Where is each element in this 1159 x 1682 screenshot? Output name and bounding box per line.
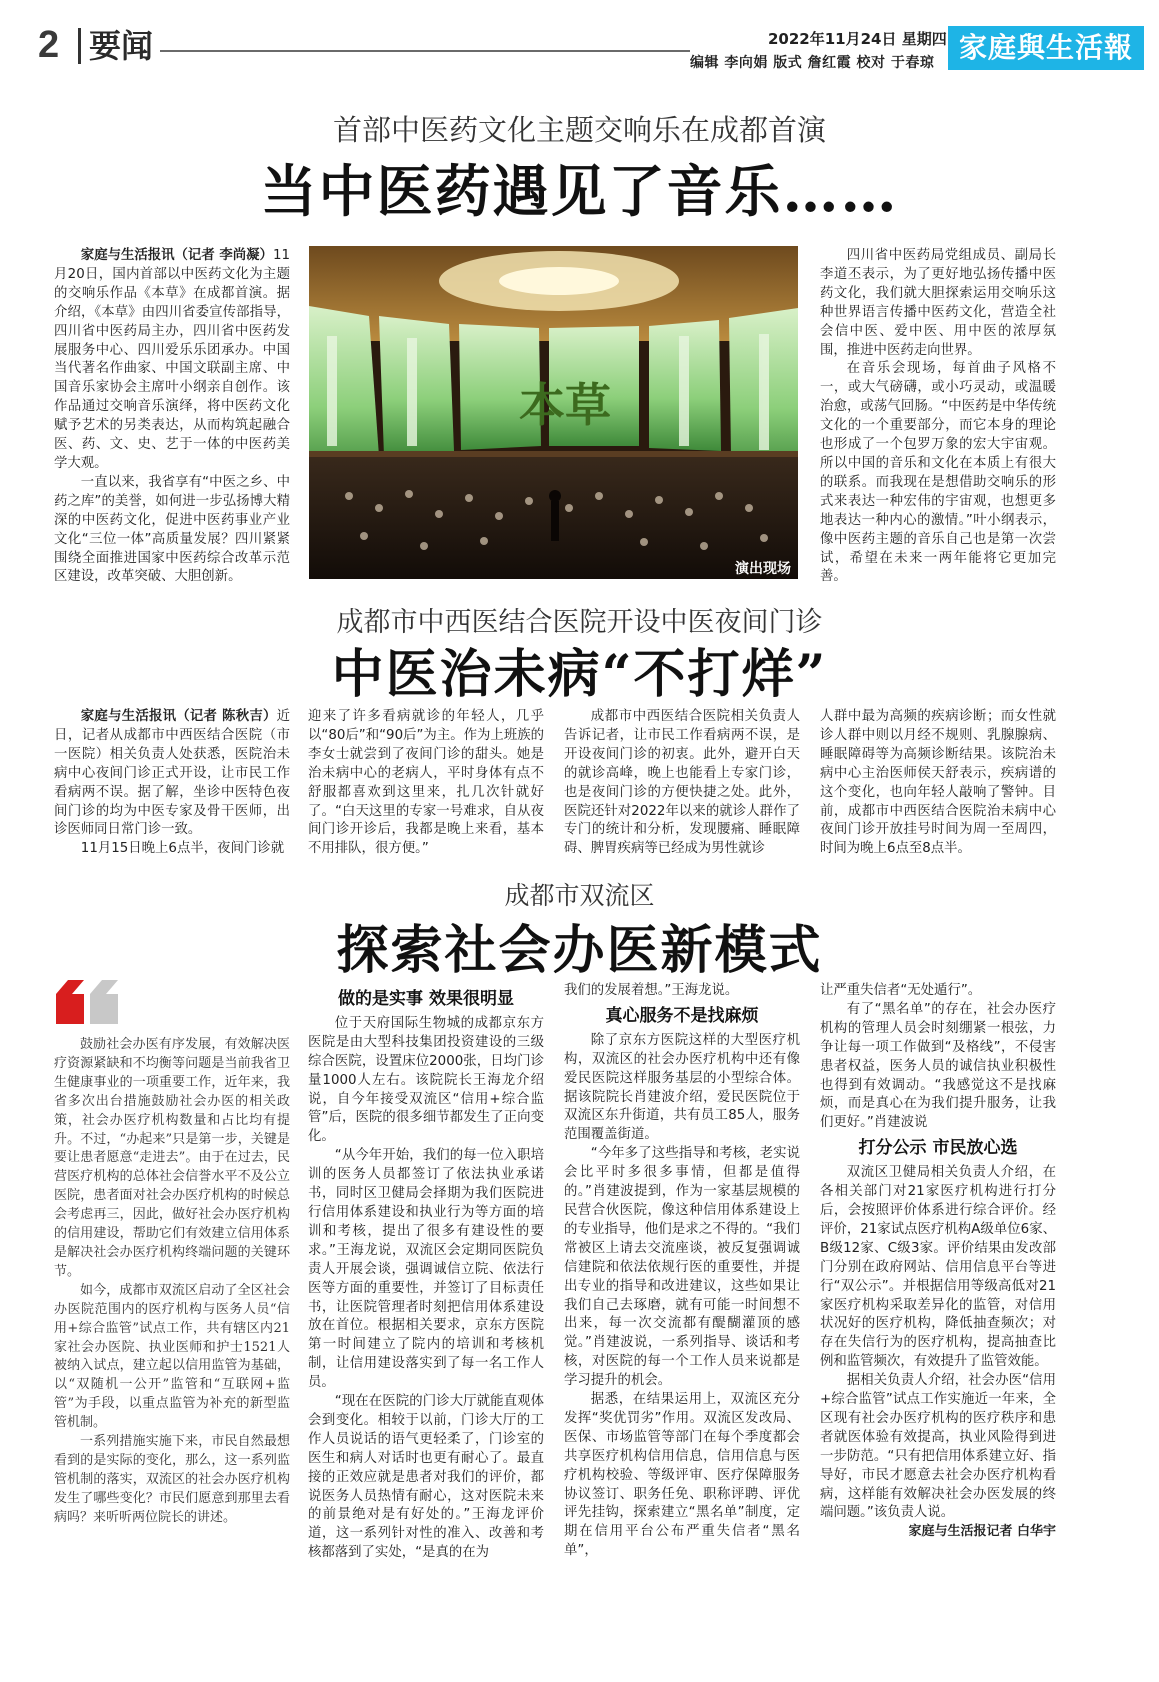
story3-column-3	[564, 982, 800, 1561]
paragraph-text: 鼓励社会办医有序发展，有效解决医疗资源紧缺和不均衡等问题是当前我省卫生健康事业的一项重要工作，近年来，我省多次出台措施鼓励社会办医的相关政策，社会办医疗机构数量和占比均有提升。不过，“办起来”只是第一步，关键是要让患者愿意“走进去”。由于在过去，民营医疗机构的总体社会信誉水平不及公立医院，患者面对社会办医疗机构的时候总会考虑再三，因此，做好社会办医疗机构的信用建设，帮助它们有效建立信用体系是解决社会办医疗机构终端问题的关键环节。	[54, 1037, 290, 1279]
concert-photo	[309, 246, 798, 579]
screen-title: 本草	[519, 378, 611, 432]
paragraph-text: 据悉，在结果运用上，双流区充分发挥“奖优罚劣”作用。双流区发改局、医保、市场监管等部门在每个季度都会共享医疗机构信用信息，信用信息与医疗机构校验、等级评审、医疗保障服务协议签订、职务任免、职称评聘、评优评先挂钩，探索建立“黑名单”制度，定期在信用平台公布严重失信者“黑名单”，	[564, 1392, 800, 1559]
paragraph-text: 四川省中医药局党组成员、副局长李道丕表示，为了更好地弘扬传播中医药文化，我们就大胆探索运用交响乐这种世界语言传播中医药文化，营造全社会信中医、爱中医、用中医的浓厚氛围，推进中医药走向世界。	[820, 248, 1056, 358]
paragraph-text: “今年多了这些指导和考核，老实说会比平时多很多事情，但都是值得的。”肖建波提到，作为一家基层规模的民营合伙医院，像这种信用体系建设上的专业指导，他们是求之不得的。“我们常被区上请去交流座谈，被反复强调诚信建院和依法依规行医的重要性，并提出专业的指导和改进建议，这些如果让我们自己去琢磨，就有可能一时间想不出来，每一次交流都有醍醐灌顶的感觉。”肖建波说，一系列指导、谈话和考核，对医院的每一个工作人员来说都是学习提升的机会。	[564, 1146, 800, 1389]
paragraph	[564, 1032, 800, 1145]
story3-kicker: 成都市双流区	[504, 881, 655, 910]
paragraph	[820, 247, 1056, 360]
paragraph	[54, 840, 290, 859]
story1-column-1	[54, 247, 290, 587]
paragraph-text: 除了京东方医院这样的大型医疗机构，双流区的社会办医疗机构中还有像爱民医院这样服务基层的小型综合体。据该院院长肖建波介绍，爱民医院位于双流区东升街道，共有员工85人，服务范围覆盖街道。	[564, 1032, 800, 1143]
paragraph	[820, 1001, 1056, 1133]
section-name: 要闻	[78, 28, 153, 64]
paragraph	[820, 708, 1056, 859]
story2-column-3	[564, 708, 800, 859]
paragraph-text: 迎来了许多看病就诊的年轻人，几乎以“80后”和“90后”为主。作为上班族的李女士就尝到了夜间门诊的甜头。她是治未病中心的老病人，平时身体有点不舒服都喜欢到这里来，扎几次针就好了。“白天这里的专家一号难求，自从夜间门诊开诊后，我都是晚上来看，基本不用排队，很方便。”	[308, 709, 544, 857]
paragraph	[54, 247, 290, 474]
paragraph	[564, 982, 800, 1001]
story2-column-1	[54, 708, 290, 859]
paragraph-text: 人群中最为高频的疾病诊断；而女性就诊人群中则以月经不规则、乳腺腺病、睡眠障碍等为高频诊断结果。该院治未病中心主治医师侯天舒表示，疾病谱的这个变化，也向年轻人敲响了警钟。目前，成都市中西医结合医院治未病中心夜间门诊开放挂号时间为周一至周四，时间为晚上6点至8点半。	[820, 709, 1056, 857]
paragraph	[54, 708, 290, 840]
paragraph-text: 让严重失信者“无处遁行”。	[820, 983, 982, 998]
paragraph	[308, 1393, 544, 1563]
paragraph-text: 近日，记者从成都市中西医结合医院（市一医院）相关负责人处获悉，医院治未病中心夜间门诊正式开设，让市民工作看病两不误。据了解，坐诊中医特色夜间门诊的均为中医专家及骨干医师，出诊医师同日常门诊一致。	[54, 709, 290, 838]
paragraph	[820, 982, 1056, 1001]
paragraph-text: 据相关负责人介绍，社会办医“信用+综合监管”试点工作实施近一年来，全区现有社会办医疗机构的医疗秩序和患者就医体验有效提高，执业风险得到进一步防范。“只有把信用体系建立好、指导好，市民才愿意去社会办医疗机构看病，这样能有效解决社会办医发展的终端问题。”该负责人说。	[820, 1373, 1056, 1521]
story2-column-4	[820, 708, 1056, 859]
paragraph	[564, 1145, 800, 1391]
paragraph-text: 一系列措施实施下来，市民自然最想看到的是实际的变化，那么，这一系列监管机制的落实，双流区的社会办医疗机构发生了哪些变化？市民们愿意到那里去看病吗？来听听两位院长的讲述。	[54, 1434, 290, 1525]
editor-credits: 编辑 李向娟 版式 詹红霞 校对 于春琼	[690, 55, 935, 71]
commentary-paragraph	[54, 1036, 290, 1282]
paragraph	[308, 708, 544, 859]
paragraph	[308, 1015, 544, 1147]
issue-date: 2022年11月24日 星期四	[768, 30, 947, 48]
paragraph	[54, 474, 290, 587]
paragraph	[564, 1391, 800, 1561]
paragraph-text: 我们的发展着想。”王海龙说。	[564, 983, 739, 998]
paragraph-text: “从今年开始，我们的每一位入职培训的医务人员都签订了依法执业承诺书，同时区卫健局会择期为我们医院进行信用体系建设和执业行为等方面的培训和考核，提出了很多有建设性的要求。”王海龙说，双流区会定期同医院负责人开展会谈，强调诚信立院、依法行医等方面的重要性，并签订了目标责任书，让医院管理者时刻把信用体系建设放在首位。根据相关要求，京东方医院第一时间建立了院内的培训和考核机制，让信用建设落实到了每一名工作人员。	[308, 1148, 544, 1391]
paragraph	[564, 708, 800, 859]
paragraph-text: 在音乐会现场，每首曲子风格不一，或大气磅礴，或小巧灵动，或温暖治愈，或荡气回肠。“中医药是中华传统文化的一个重要部分，而它本身的理论也形成了一个包罗万象的宏大宇宙观。所以中国的音乐和文化在本质上有很大的联系。而我现在是想借助交响乐的形式来表达一种宏伟的宇宙观，也想更多地表达一种内心的激情。”叶小纲表示，像中医药主题的音乐自己也是第一次尝试，希望在未来一两年能将它更加完善。	[820, 361, 1056, 585]
paragraph-text: 如今，成都市双流区启动了全区社会办医院范围内的医疗机构与医务人员“信用+综合监管”试点工作，共有辖区内21家社会办医院、执业医师和护士1521人被纳入试点，建立起以信用监管为基础，以“双随机一公开”监管和“互联网+监管”为手段，以重点监管为补充的新型监管机制。	[54, 1282, 290, 1431]
page-number: 2	[38, 24, 60, 66]
story2-kicker: 成都市中西医结合医院开设中医夜间门诊	[336, 607, 823, 638]
paragraph-text: 成都市中西医结合医院相关负责人告诉记者，让市民工作看病两不误，是开设夜间门诊的初衷。此外，避开白天的就诊高峰，晚上也能看上专家门诊，也是夜间门诊的方便快捷之处。此外，医院还针对2022年以来的就诊人群作了专门的统计和分析，发现腰痛、睡眠障碍、脾胃疾病等已经成为男性就诊	[564, 709, 800, 857]
reporter-byline: 家庭与生活报讯（记者 李尚凝）	[80, 248, 273, 263]
subheading: 打分公示 市民放心选	[858, 1138, 1018, 1159]
header-rule	[160, 50, 690, 52]
story1-kicker: 首部中医药文化主题交响乐在成都首演	[332, 113, 826, 147]
paragraph	[820, 360, 1056, 587]
paragraph	[820, 1164, 1056, 1372]
quote-mark-icon	[54, 980, 122, 1024]
commentary-paragraph	[54, 1282, 290, 1433]
paragraph-text: 双流区卫健局相关负责人介绍，在各相关部门对21家医疗机构进行打分后，会按照评价体系进行综合评价。经评价，21家试点医疗机构A级单位6家、B级12家、C级3家。评价结果由发改部门分别在政府网站、信用信息平台等进行“双公示”。并根据信用等级高低对21家医疗机构采取差异化的监管，对信用状况好的医疗机构，降低抽查频次；对存在失信行为的医疗机构，提高抽查比例和监管频次，有效提升了监管效能。	[820, 1165, 1056, 1370]
paragraph-text: “现在在医院的门诊大厅就能直观体会到变化。相较于以前，门诊大厅的工作人员说话的语气更轻柔了，门诊室的医生和病人对话时也更有耐心了。最直接的正效应就是患者对我们的评价，都说医务人员热情有耐心，这对医院未来的前景绝对是有好处的。”王海龙评价道，这一系列针对性的准入、改善和考核都落到了实处，“是真的在为	[308, 1394, 544, 1561]
paragraph-text: 有了“黑名单”的存在，社会办医疗机构的管理人员会时刻绷紧一根弦，力争让每一项工作做到“及格线”，不侵害患者权益，医务人员的诚信执业积极性也得到有效调动。“我感觉这不是找麻烦，而是真心在为我们提升服务，让我们更好。”肖建波说	[820, 1001, 1056, 1131]
story3-headline: 探索社会办医新模式	[336, 920, 823, 981]
story2-column-2	[308, 708, 544, 859]
reporter-credit: 家庭与生活报记者 白华宇	[908, 1524, 1056, 1540]
subheading: 做的是实事 效果很明显	[338, 989, 514, 1009]
commentary-paragraph	[54, 1433, 290, 1528]
concert-hall-image	[309, 246, 798, 579]
subheading: 真心服务不是找麻烦	[605, 1005, 759, 1026]
paragraph-text: 位于天府国际生物城的成都京东方医院是由大型科技集团投资建设的三级综合医院，设置床位2000张，日均门诊量1000人左右。该院院长王海龙介绍说，自今年接受双流区“信用+综合监管”后，医院的很多细节都发生了正向变化。	[308, 1015, 544, 1145]
photo-caption: 演出现场	[735, 561, 791, 577]
reporter-byline: 家庭与生活报讯（记者 陈秋吉）	[80, 709, 277, 724]
paragraph-text: 11月20日，国内首部以中医药文化为主题的交响乐作品《本草》在成都首演。据介绍，《本草》由四川省委宣传部指导，四川省中医药局主办，四川省中医药发展服务中心、四川爱乐乐团承办。中国当代著名作曲家、中国文联副主席、中国音乐家协会主席叶小纲亲自创作。该作品通过交响音乐演绎，将中医药文化赋予艺术的另类表达，从而构筑起融合医、药、文、史、艺于一体的中医药美学大观。	[54, 248, 290, 471]
paragraph	[308, 1147, 544, 1393]
story1-headline: 当中医药遇见了音乐……	[260, 159, 899, 225]
story3-column-4	[820, 982, 1056, 1542]
paragraph-text: 一直以来，我省享有“中医之乡、中药之库”的美誉，如何进一步弘扬博大精深的中医药文化，促进中医药事业产业文化“三位一体”高质量发展？四川紧紧围绕全面推进国家中医药综合改革示范区建设，改革突破、大胆创新。	[54, 474, 290, 585]
story2-headline: 中医治未病“不打烊”	[331, 644, 828, 705]
paragraph	[820, 1372, 1056, 1523]
story3-column-2	[308, 984, 544, 1563]
paragraph-text: 11月15日晚上6点半，夜间门诊就	[80, 841, 285, 857]
newspaper-masthead: 家庭與生活報	[948, 26, 1144, 70]
story1-column-4	[820, 247, 1056, 587]
commentary-column	[54, 1036, 290, 1528]
